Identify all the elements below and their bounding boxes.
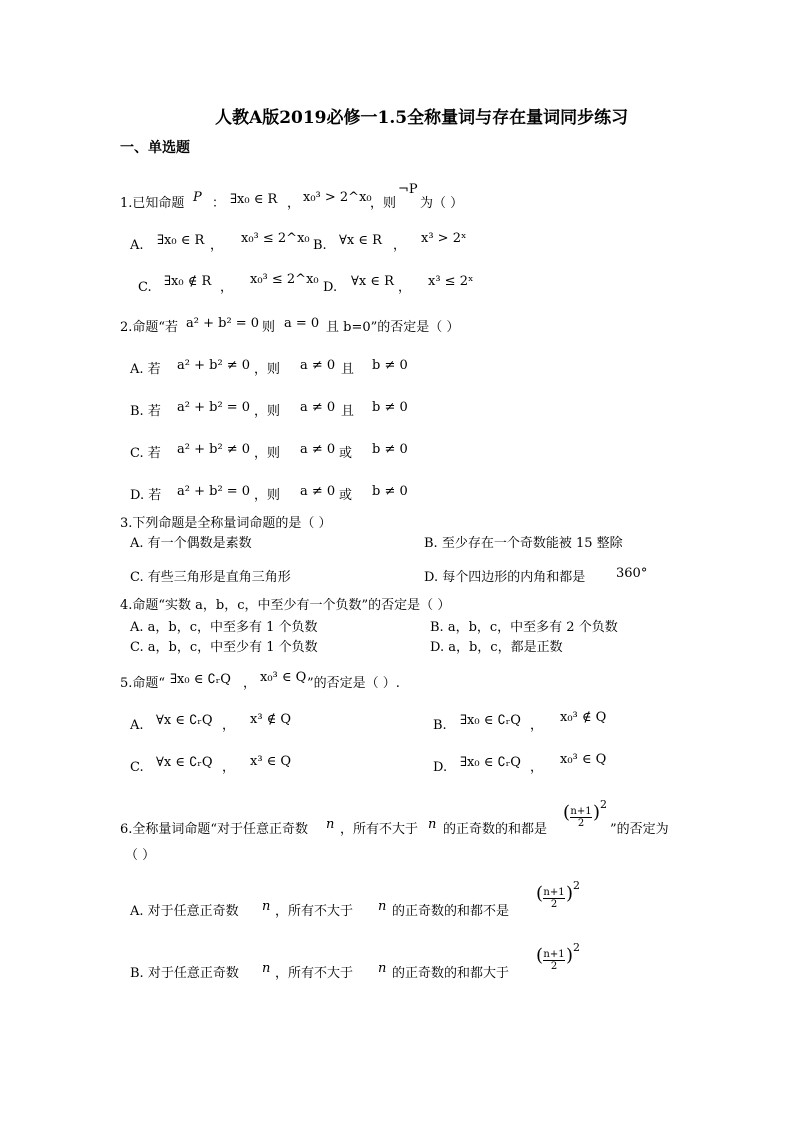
q1-option-d-math-2: x³ ≤ 2ˣ <box>428 274 474 289</box>
q5-option-a-label: A. <box>130 718 144 733</box>
q2-then: 则 <box>262 320 276 335</box>
q5-option-c-comma: ， <box>222 760 236 775</box>
q3-option-d: D. 每个四边形的内角和都是 <box>424 570 586 585</box>
q6-fraction-denominator: 2 <box>577 818 585 829</box>
q6-fraction-exponent: 2 <box>600 798 607 811</box>
q5-option-a-math-2: x³ ∉ Q <box>250 712 292 727</box>
q2-option-c-conj: 或 <box>339 446 353 461</box>
q5-stem-prefix: 5.命题“ <box>120 676 166 691</box>
q1-option-c-label: C. <box>138 280 152 295</box>
q3-stem: 3.下列命题是全称量词命题的是（ ） <box>120 516 332 531</box>
q4-option-d: D. a，b，c，都是正数 <box>430 640 563 655</box>
q5-option-b-math-2: x₀³ ∉ Q <box>560 710 607 725</box>
q1-option-b-comma: ， <box>393 238 407 253</box>
q1-math-1: ∃x₀ ∈ R <box>230 192 278 207</box>
q2-option-b-then: ，则 <box>254 404 281 419</box>
q3-option-c: C. 有些三角形是直角三角形 <box>130 570 291 585</box>
worksheet-page: 人教A版2019必修一1.5全称量词与存在量词同步练习 一、单选题 1.已知命题 P ： ∃x₀ ∈ R ， x₀³ > 2^x₀ ，则 ¬P 为（ ） A. ∃x₀ ∈ R ， x₀³ ≤ 2^x₀ B. ∀x ∈ R ， x³ > 2ˣ C. ∃x₀ ∉ R ， x₀³ ≤ 2^x₀ D. ∀x ∈ R ， x³ ≤ 2ˣ 2.命题“若 a² + b² = 0 则 a = 0 且 b=0”的否定是（ ） A. 若 a² + b² ≠ 0 ，则 a ≠ 0 且 b ≠ 0 B. 若 a² + b² = 0 ，则 a ≠ 0 且 b ≠ 0 C. 若 a² + b² ≠ 0 ，则 a ≠ 0 或 b ≠ 0 D. 若 a² + b² = 0 ，则 a ≠ 0 或 b ≠ 0 3.下列命题是全称量词命题的是（ ） A. 有一个偶数是素数 B. 至少存在一个奇数能被 15 整除 C. 有些三角形是直角三角形 D. 每个四边形的内角和都是 360° 4.命题“实数 a，b，c，中至少有一个负数”的否定是（ ） A. a，b，c，中至多有 1 个负数 B. a，b，c，中至多有 2 个负数 C. a，b，c，中至少有 1 个负数 D. a，b，c，都是正数 5.命题“ ∃x₀ ∈ ∁ᵣQ ， x₀³ ∈ Q ”的否定是（ ）. A. ∀x ∈ ∁ᵣQ ， x³ ∉ Q B. ∃x₀ ∈ ∁ᵣQ ， x₀³ ∉ Q C. ∀x ∈ ∁ᵣQ ， x³ ∈ Q D. ∃x₀ ∈ ∁ᵣQ ， x₀³ ∈ Q 6.全称量词命题“对于任意正奇数 n ，所有不大于 n 的正奇数的和都是 ( n+1 2 ) 2 ”的否定为 （ ） A. 对于任意正奇数 n ，所有不大于 n 的正奇数的和都不是 ( n+1 2 ) 2 B. 对于任意正奇数 n ，所有不大于 n 的正奇数的和都大于 ( n+1 2 ) 2 <box>120 108 669 981</box>
q1-suffix: 为（ ） <box>420 196 464 211</box>
q1-colon: ： <box>212 196 226 211</box>
q5-suffix: ”的否定是（ ）. <box>307 676 400 691</box>
q1-option-b-math-1: ∀x ∈ R <box>339 233 382 248</box>
q1-notp: ¬P <box>398 182 418 197</box>
q6-paren: （ ） <box>125 848 156 863</box>
q6-option-b-prefix: B. 对于任意正奇数 <box>130 966 239 981</box>
page-title: 人教A版2019必修一1.5全称量词与存在量词同步练习 <box>215 108 629 128</box>
q6-n: n <box>326 817 335 832</box>
q1-p: P <box>193 190 202 205</box>
q2-option-a-math-2: a ≠ 0 <box>300 358 336 373</box>
q6-option-a-tail: 的正奇数的和都不是 <box>392 904 510 919</box>
q5-math-1: ∃x₀ ∈ ∁ᵣQ <box>170 672 231 687</box>
q2-option-a-math-3: b ≠ 0 <box>372 358 408 373</box>
q2-option-c-label: C. 若 <box>130 446 161 461</box>
q6-suffix: ”的否定为 <box>610 822 669 837</box>
q2-stem-prefix: 2.命题“若 <box>120 320 179 335</box>
q5-option-d-math-2: x₀³ ∈ Q <box>560 752 607 767</box>
q5-option-c-label: C. <box>130 760 144 775</box>
q2-math-1: a² + b² = 0 <box>186 316 260 331</box>
section-heading: 一、单选题 <box>120 140 190 156</box>
q4-option-a: A. a，b，c，中至多有 1 个负数 <box>130 620 318 635</box>
q2-option-b-conj: 且 <box>341 404 355 419</box>
q5-math-2: x₀³ ∈ Q <box>260 670 307 685</box>
q1-option-a-math-2: x₀³ ≤ 2^x₀ <box>241 231 310 246</box>
q2-option-c-math-3: b ≠ 0 <box>372 442 408 457</box>
q1-option-d-comma: ， <box>398 280 412 295</box>
q5-option-a-comma: ， <box>222 718 236 733</box>
q1-stem-prefix: 1.已知命题 <box>120 196 185 211</box>
q2-option-a-then: ，则 <box>254 362 281 377</box>
q6-option-b-tail: 的正奇数的和都大于 <box>392 966 510 981</box>
q2-option-c-then: ，则 <box>254 446 281 461</box>
q1-option-d-math-1: ∀x ∈ R <box>351 274 394 289</box>
q5-comma: ， <box>243 676 257 691</box>
q6-n-2: n <box>428 817 437 832</box>
q5-option-b-comma: ， <box>530 718 544 733</box>
q6-option-a-n-2: n <box>378 899 387 914</box>
q5-option-b-math-1: ∃x₀ ∈ ∁ᵣQ <box>460 713 521 728</box>
q2-option-b-label: B. 若 <box>130 404 161 419</box>
q5-option-d-label: D. <box>433 760 448 775</box>
q4-option-c: C. a，b，c，中至少有 1 个负数 <box>130 640 318 655</box>
q1-option-b-label: B. <box>313 238 327 253</box>
q2-option-d-then: ，则 <box>254 488 281 503</box>
q4-stem: 4.命题“实数 a，b，c，中至少有一个负数”的否定是（ ） <box>120 598 451 613</box>
q2-option-b-math-2: a ≠ 0 <box>300 400 336 415</box>
q6-option-b-n: n <box>262 961 271 976</box>
q1-comma: ， <box>287 196 301 211</box>
q1-then: ，则 <box>370 196 397 211</box>
q2-option-d-math-2: a ≠ 0 <box>300 484 336 499</box>
q1-option-a-comma: ， <box>210 238 224 253</box>
q6-option-b-mid: ，所有不大于 <box>275 966 354 981</box>
q4-option-b: B. a，b，c，中至多有 2 个负数 <box>430 620 618 635</box>
q2-option-b-math-3: b ≠ 0 <box>372 400 408 415</box>
q6-mid: ，所有不大于 <box>340 822 419 837</box>
q6-tail: 的正奇数的和都是 <box>443 822 548 837</box>
q1-option-c-comma: ， <box>220 280 234 295</box>
q3-option-a: A. 有一个偶数是素数 <box>130 536 252 551</box>
q6-fraction-numerator: n+1 <box>570 806 592 817</box>
q3-option-d-math: 360° <box>616 566 648 581</box>
q5-option-c-math-2: x³ ∈ Q <box>250 754 292 769</box>
q6-option-a-prefix: A. 对于任意正奇数 <box>130 904 239 919</box>
q1-option-b-math-2: x³ > 2ˣ <box>421 231 467 246</box>
q6-option-b-n-2: n <box>378 961 387 976</box>
q5-option-d-math-1: ∃x₀ ∈ ∁ᵣQ <box>460 755 521 770</box>
q6-option-a-n: n <box>262 899 271 914</box>
q5-option-a-math-1: ∀x ∈ ∁ᵣQ <box>156 713 213 728</box>
q1-option-c-math-1: ∃x₀ ∉ R <box>164 274 212 289</box>
q2-option-b-math-1: a² + b² = 0 <box>177 400 251 415</box>
q1-option-a-label: A. <box>130 238 144 253</box>
q1-option-c-math-2: x₀³ ≤ 2^x₀ <box>250 272 319 287</box>
q3-option-b: B. 至少存在一个奇数能被 15 整除 <box>424 536 623 551</box>
q2-option-d-math-1: a² + b² = 0 <box>177 484 251 499</box>
q5-option-b-label: B. <box>433 718 447 733</box>
q6-stem-prefix: 6.全称量词命题“对于任意正奇数 <box>120 822 309 837</box>
q2-option-a-math-1: a² + b² ≠ 0 <box>177 358 251 373</box>
q5-option-c-math-1: ∀x ∈ ∁ᵣQ <box>156 755 213 770</box>
q1-math-2: x₀³ > 2^x₀ <box>303 190 372 205</box>
q2-suffix: 且 b=0”的否定是（ ） <box>326 320 460 335</box>
q1-option-d-label: D. <box>323 280 338 295</box>
q2-option-d-math-3: b ≠ 0 <box>372 484 408 499</box>
q2-option-c-math-2: a ≠ 0 <box>300 442 336 457</box>
q1-option-a-math-1: ∃x₀ ∈ R <box>157 233 205 248</box>
q6-option-a-mid: ，所有不大于 <box>275 904 354 919</box>
q2-option-d-label: D. 若 <box>130 488 162 503</box>
q2-option-a-label: A. 若 <box>130 362 161 377</box>
q2-math-2: a = 0 <box>284 316 320 331</box>
q2-option-d-conj: 或 <box>339 488 353 503</box>
q2-option-c-math-1: a² + b² ≠ 0 <box>177 442 251 457</box>
q5-option-d-comma: ， <box>530 760 544 775</box>
q2-option-a-conj: 且 <box>341 362 355 377</box>
